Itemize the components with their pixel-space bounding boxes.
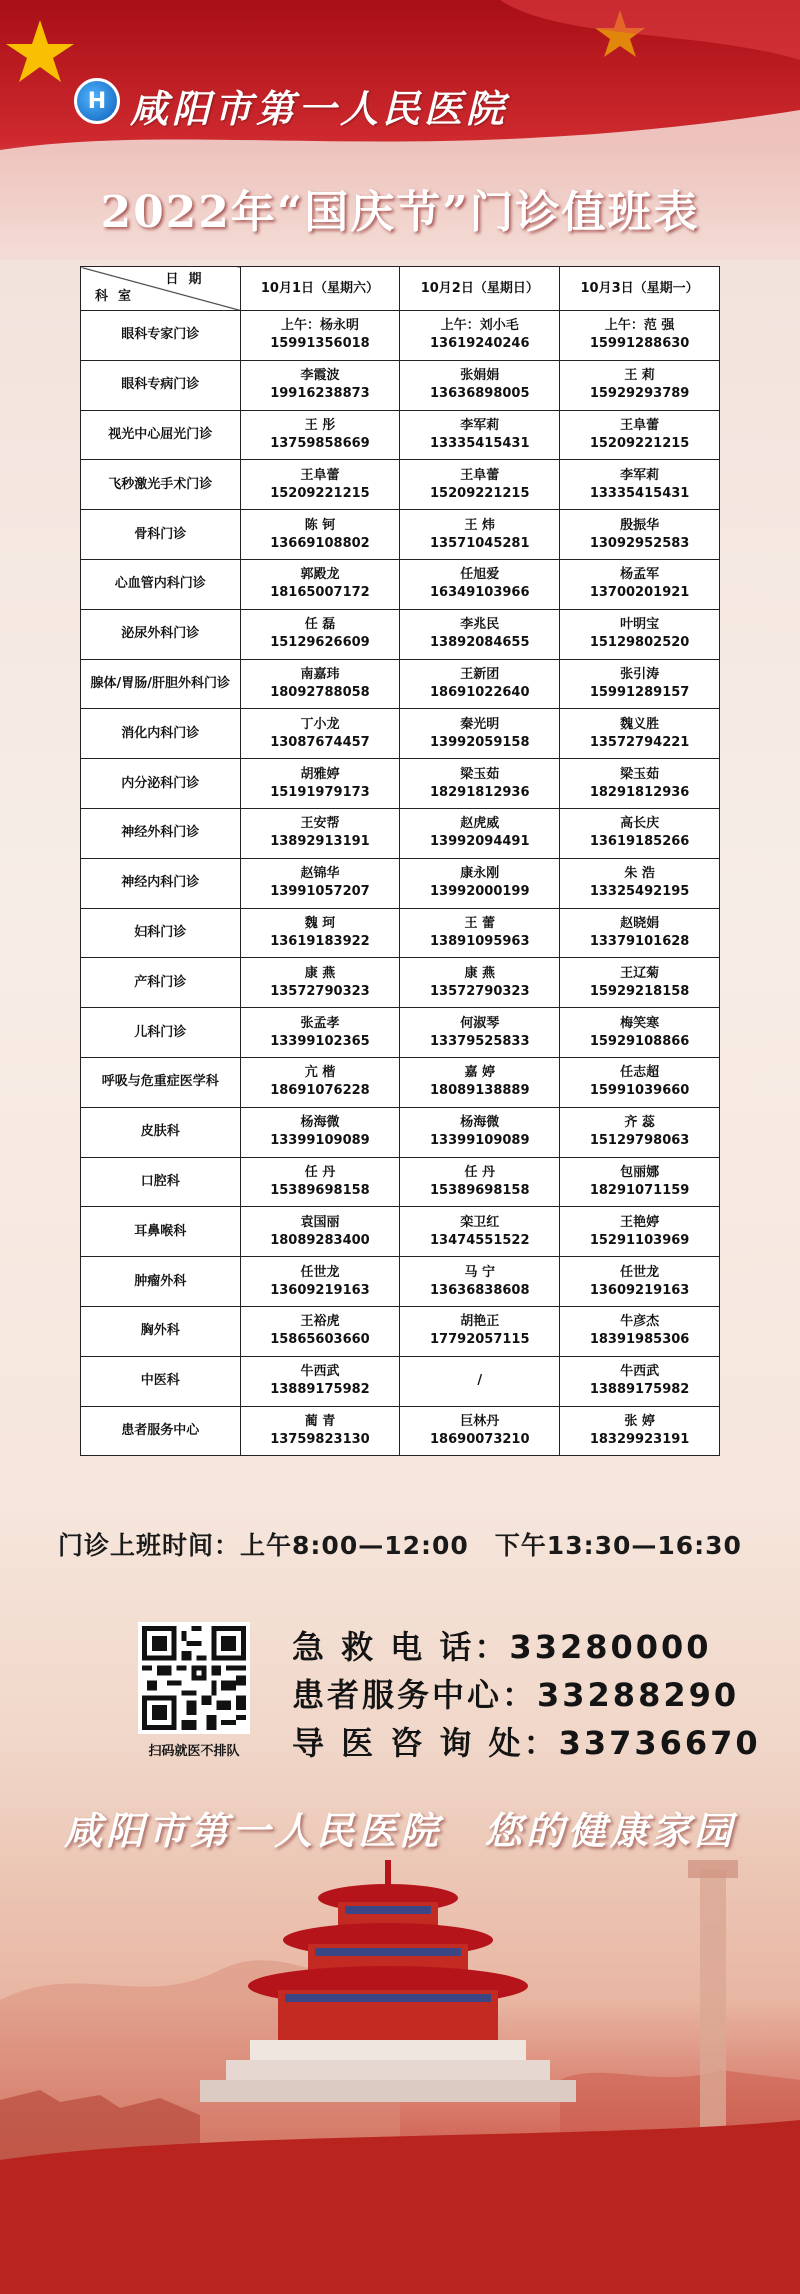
doctor-phone: 18690073210: [430, 1431, 530, 1447]
page-title: 2022年“国庆节”门诊值班表: [100, 187, 700, 238]
duty-cell: [400, 410, 560, 460]
doctor-name: /: [477, 1373, 483, 1389]
doctor-phone: 15929108866: [589, 1033, 690, 1049]
duty-cell: [560, 460, 720, 510]
duty-schedule-table: [80, 266, 720, 1456]
doctor-phone: 13619183922: [270, 933, 370, 949]
doctor-phone: 18329923191: [589, 1431, 690, 1447]
duty-cell: [240, 1257, 400, 1307]
doctor-phone: 17792057115: [430, 1332, 530, 1348]
duty-cell: [240, 709, 400, 759]
day-header-2: 10月2日（星期日）: [400, 267, 560, 311]
table-row: [81, 1057, 720, 1107]
doctor-phone: 13571045281: [430, 535, 530, 551]
table-row: [81, 1207, 720, 1257]
doctor-phone: 18291812936: [589, 784, 690, 800]
doctor-name: 陈 钶: [304, 517, 336, 533]
dept-cell: 耳鼻喉科: [81, 1207, 241, 1257]
duty-cell: [240, 559, 400, 609]
duty-cell: [400, 759, 560, 809]
table-row: [81, 759, 720, 809]
doctor-name: 魏义胜: [620, 716, 660, 732]
table-row: [81, 1008, 720, 1058]
doctor-phone: 13992000199: [430, 884, 530, 900]
doctor-phone: 15991289157: [589, 684, 690, 700]
doctor-name: 王阜蕾: [620, 417, 660, 433]
dept-cell: 内分泌科门诊: [81, 759, 241, 809]
doctor-name: 王阜蕾: [300, 467, 340, 483]
duty-cell: [560, 958, 720, 1008]
doctor-name: 南嘉玮: [300, 666, 340, 682]
doctor-phone: 13889175982: [270, 1382, 370, 1398]
doctor-name: 杨海微: [300, 1115, 340, 1131]
doctor-phone: 15389698158: [270, 1182, 370, 1198]
duty-cell: [560, 808, 720, 858]
day-header-1: 10月1日（星期六）: [240, 267, 400, 311]
doctor-name: 任世龙: [620, 1264, 660, 1280]
table-row: [81, 1356, 720, 1406]
doctor-name: 梁玉茹: [620, 766, 660, 782]
doctor-name: 梁玉茹: [460, 766, 500, 782]
doctor-name: 张孟孝: [300, 1015, 340, 1031]
hospital-name: 咸阳市第一人民医院: [130, 86, 509, 131]
doctor-phone: 15389698158: [430, 1182, 530, 1198]
table-row: [81, 908, 720, 958]
doctor-phone: 18089138889: [430, 1083, 530, 1099]
table-row: [81, 360, 720, 410]
table-row: [81, 858, 720, 908]
doctor-name: 王 蕾: [464, 915, 496, 931]
doctor-name: 胡艳正: [460, 1314, 500, 1330]
doctor-name: 王阜蕾: [460, 467, 500, 483]
doctor-phone: 15991356018: [270, 336, 370, 352]
doctor-name: 李兆民: [460, 617, 500, 633]
duty-cell: [400, 1406, 560, 1456]
duty-cell: [240, 360, 400, 410]
doctor-name: 马 宁: [464, 1264, 496, 1280]
duty-cell: [240, 759, 400, 809]
doctor-phone: 19916238873: [270, 386, 370, 402]
qr-code-icon: [142, 1626, 246, 1730]
duty-cell: [560, 410, 720, 460]
duty-cell: [560, 609, 720, 659]
dept-cell: 视光中心屈光门诊: [81, 410, 241, 460]
dept-cell: 眼科专家门诊: [81, 311, 241, 361]
doctor-name: 上午：刘小毛: [440, 318, 519, 334]
doctor-phone: 13474551522: [430, 1232, 530, 1248]
table-header-row: [81, 267, 720, 311]
duty-cell: [400, 908, 560, 958]
duty-cell: [240, 510, 400, 560]
doctor-phone: 15209221215: [589, 435, 690, 451]
duty-cell: [400, 808, 560, 858]
duty-cell: [560, 1008, 720, 1058]
duty-cell: [400, 659, 560, 709]
doctor-phone: 18691022640: [430, 684, 530, 700]
doctor-phone: 15929293789: [589, 386, 690, 402]
dept-cell: 皮肤科: [81, 1107, 241, 1157]
duty-cell: [240, 1107, 400, 1157]
qr-code[interactable]: [138, 1622, 250, 1734]
duty-cell: [240, 808, 400, 858]
doctor-phone: 13399109089: [430, 1133, 530, 1149]
duty-cell: [240, 609, 400, 659]
doctor-name: 王裕虎: [300, 1314, 340, 1330]
dept-cell: 神经内科门诊: [81, 858, 241, 908]
doctor-name: 何淑琴: [460, 1015, 500, 1031]
doctor-phone: 13609219163: [589, 1282, 690, 1298]
doctor-name: 梅笑寒: [620, 1015, 660, 1031]
doctor-name: 牛西武: [620, 1364, 660, 1380]
duty-cell: [400, 1207, 560, 1257]
dept-cell: 腺体/胃肠/肝胆外科门诊: [81, 659, 241, 709]
doctor-name: 张 婷: [624, 1413, 655, 1429]
logo-glyph: H: [87, 88, 107, 114]
duty-cell: [560, 759, 720, 809]
doctor-phone: 13700201921: [589, 585, 690, 601]
doctor-name: 张娟娟: [460, 368, 500, 384]
doctor-name: 殷振华: [620, 517, 660, 533]
doctor-phone: 13335415431: [430, 435, 530, 451]
duty-cell: [240, 1207, 400, 1257]
doctor-name: 任志超: [620, 1065, 660, 1081]
dept-cell: 肿瘤外科: [81, 1257, 241, 1307]
doctor-phone: 13399102365: [270, 1033, 370, 1049]
doctor-name: 赵晓娟: [620, 915, 660, 931]
doctor-phone: 13891095963: [430, 933, 530, 949]
corner-dept-label: 科室: [95, 289, 142, 304]
dept-cell: 消化内科门诊: [81, 709, 241, 759]
doctor-phone: 16349103966: [430, 585, 530, 601]
doctor-phone: 13889175982: [589, 1382, 690, 1398]
table-row: [81, 958, 720, 1008]
corner-date-label: 日期: [165, 272, 212, 287]
guide-desk-phone: 导 医 咨 询 处：33736670: [292, 1724, 761, 1762]
doctor-phone: 15209221215: [270, 485, 370, 501]
corner-cell: [81, 267, 241, 311]
dept-cell: 泌尿外科门诊: [81, 609, 241, 659]
duty-cell: [400, 1157, 560, 1207]
doctor-phone: 13609219163: [270, 1282, 370, 1298]
table-row: [81, 808, 720, 858]
doctor-phone: 15291103969: [589, 1232, 690, 1248]
duty-cell: [240, 659, 400, 709]
duty-cell: [560, 709, 720, 759]
doctor-name: 康永刚: [460, 866, 500, 882]
doctor-name: 郭殿龙: [300, 567, 340, 583]
doctor-phone: 18165007172: [270, 585, 370, 601]
doctor-name: 栾卫红: [460, 1214, 500, 1230]
doctor-phone: 18691076228: [270, 1083, 370, 1099]
doctor-name: 亢 楷: [304, 1065, 336, 1081]
doctor-phone: 15129626609: [270, 635, 370, 651]
doctor-phone: 18391985306: [589, 1332, 690, 1348]
doctor-phone: 18291812936: [430, 784, 530, 800]
doctor-phone: 13992094491: [430, 834, 530, 850]
doctor-phone: 13619185266: [589, 834, 690, 850]
doctor-name: 蔺 青: [304, 1413, 336, 1429]
table-row: [81, 1406, 720, 1456]
duty-cell: [560, 1057, 720, 1107]
dept-cell: 眼科专病门诊: [81, 360, 241, 410]
doctor-name: 王艳婷: [620, 1214, 660, 1230]
duty-cell: [240, 311, 400, 361]
doctor-name: 上午：范 强: [604, 318, 675, 334]
doctor-phone: 15929218158: [589, 983, 690, 999]
doctor-name: 叶明宝: [620, 617, 660, 633]
doctor-name: 任旭爱: [460, 567, 500, 583]
doctor-name: 王 炜: [464, 517, 496, 533]
doctor-phone: 13087674457: [270, 734, 370, 750]
table-row: [81, 410, 720, 460]
duty-cell: [400, 858, 560, 908]
doctor-name: 王 莉: [624, 368, 655, 384]
doctor-phone: 13572790323: [270, 983, 370, 999]
dept-cell: 儿科门诊: [81, 1008, 241, 1058]
doctor-phone: 18089283400: [270, 1232, 370, 1248]
duty-cell: [240, 858, 400, 908]
dept-cell: 神经外科门诊: [81, 808, 241, 858]
duty-cell: [400, 1008, 560, 1058]
duty-cell: [400, 958, 560, 1008]
doctor-phone: 13991057207: [270, 884, 370, 900]
doctor-name: 康 燕: [464, 965, 496, 981]
patient-service-phone: 患者服务中心：33288290: [292, 1676, 740, 1714]
doctor-phone: 15865603660: [270, 1332, 370, 1348]
doctor-phone: 13379101628: [589, 933, 690, 949]
duty-cell: [560, 1257, 720, 1307]
doctor-name: 胡雅婷: [300, 766, 340, 782]
doctor-phone: 13636898005: [430, 386, 530, 402]
doctor-phone: 13572790323: [430, 983, 530, 999]
table-row: [81, 510, 720, 560]
table-row: [81, 311, 720, 361]
doctor-phone: 15991039660: [589, 1083, 690, 1099]
duty-cell: [560, 858, 720, 908]
duty-cell: [400, 1057, 560, 1107]
duty-cell: [240, 460, 400, 510]
dept-cell: 妇科门诊: [81, 908, 241, 958]
doctor-name: 赵锦华: [300, 866, 340, 882]
table-row: [81, 659, 720, 709]
doctor-name: 王辽菊: [620, 965, 660, 981]
duty-cell: [240, 1406, 400, 1456]
duty-cell: [400, 360, 560, 410]
doctor-name: 张引涛: [620, 666, 660, 682]
doctor-name: 王新团: [460, 666, 500, 682]
doctor-name: 李军莉: [460, 417, 500, 433]
doctor-phone: 13325492195: [589, 884, 690, 900]
duty-cell: [240, 1306, 400, 1356]
duty-cell: [560, 1306, 720, 1356]
doctor-phone: 13992059158: [430, 734, 530, 750]
duty-cell: [240, 1057, 400, 1107]
duty-cell: [560, 559, 720, 609]
doctor-phone: 13759858669: [270, 435, 370, 451]
duty-cell: [400, 609, 560, 659]
dept-cell: 骨科门诊: [81, 510, 241, 560]
doctor-name: 魏 珂: [304, 915, 336, 931]
table-row: [81, 559, 720, 609]
duty-cell: [240, 410, 400, 460]
duty-cell: [400, 1107, 560, 1157]
duty-cell: [240, 908, 400, 958]
table-row: [81, 1107, 720, 1157]
doctor-phone: 13399109089: [270, 1133, 370, 1149]
doctor-name: 牛彦杰: [620, 1314, 660, 1330]
doctor-phone: 13379525833: [430, 1033, 530, 1049]
qr-caption: 扫码就医不排队: [148, 1744, 240, 1759]
dept-cell: 胸外科: [81, 1306, 241, 1356]
schedule-body: [81, 311, 720, 1456]
dept-cell: 中医科: [81, 1356, 241, 1406]
doctor-phone: 13335415431: [589, 485, 690, 501]
doctor-name: 王 彤: [304, 417, 336, 433]
doctor-phone: 18291071159: [589, 1182, 690, 1198]
duty-cell: [400, 311, 560, 361]
doctor-name: 嘉 婷: [464, 1065, 496, 1081]
dept-cell: 口腔科: [81, 1157, 241, 1207]
slogan: 咸阳市第一人民医院 您的健康家园: [63, 1808, 736, 1853]
table-row: [81, 609, 720, 659]
table-row: [81, 1306, 720, 1356]
dept-cell: 产科门诊: [81, 958, 241, 1008]
table-row: [81, 709, 720, 759]
duty-cell: [400, 1356, 560, 1406]
doctor-name: 齐 蕊: [624, 1115, 655, 1131]
doctor-name: 赵虎威: [460, 816, 500, 832]
doctor-name: 袁国丽: [300, 1214, 340, 1230]
table-row: [81, 460, 720, 510]
doctor-phone: 18092788058: [270, 684, 370, 700]
doctor-name: 上午：杨永明: [280, 318, 359, 334]
doctor-phone: 13092952583: [589, 535, 690, 551]
page-header: [0, 0, 800, 260]
doctor-name: 李霞波: [300, 368, 340, 384]
duty-cell: [240, 958, 400, 1008]
doctor-name: 包丽娜: [620, 1164, 660, 1180]
duty-cell: [560, 1356, 720, 1406]
duty-cell: [400, 709, 560, 759]
duty-cell: [400, 559, 560, 609]
doctor-phone: 13572794221: [589, 734, 690, 750]
doctor-phone: 13669108802: [270, 535, 370, 551]
duty-cell: [560, 1207, 720, 1257]
doctor-phone: 15991288630: [589, 336, 690, 352]
dept-cell: 呼吸与危重症医学科: [81, 1057, 241, 1107]
doctor-phone: 13636838608: [430, 1282, 530, 1298]
doctor-name: 丁小龙: [300, 716, 340, 732]
doctor-phone: 15209221215: [430, 485, 530, 501]
duty-cell: [560, 1157, 720, 1207]
doctor-name: 任 丹: [464, 1164, 496, 1180]
duty-cell: [560, 1107, 720, 1157]
duty-cell: [560, 311, 720, 361]
duty-cell: [400, 510, 560, 560]
doctor-phone: 13892913191: [270, 834, 370, 850]
emergency-phone: 急 救 电 话：33280000: [292, 1628, 712, 1666]
table-row: [81, 1157, 720, 1207]
clinic-hours: 门诊上班时间：上午8:00—12:00 下午13:30—16:30: [58, 1531, 742, 1560]
doctor-name: 巨林丹: [460, 1413, 500, 1429]
doctor-name: 任 磊: [304, 617, 336, 633]
doctor-phone: 15129802520: [589, 635, 690, 651]
doctor-name: 杨孟军: [620, 567, 660, 583]
day-header-3: 10月3日（星期一）: [560, 267, 720, 311]
doctor-name: 高长庆: [620, 816, 660, 832]
duty-cell: [400, 1306, 560, 1356]
duty-cell: [560, 360, 720, 410]
duty-cell: [560, 1406, 720, 1456]
doctor-name: 秦光明: [460, 716, 500, 732]
dept-cell: 飞秒激光手术门诊: [81, 460, 241, 510]
doctor-phone: 13759823130: [270, 1431, 370, 1447]
doctor-name: 任 丹: [304, 1164, 336, 1180]
hospital-logo: [74, 78, 120, 124]
duty-cell: [240, 1157, 400, 1207]
duty-cell: [400, 460, 560, 510]
duty-cell: [240, 1356, 400, 1406]
doctor-phone: 13619240246: [430, 336, 530, 352]
duty-cell: [240, 1008, 400, 1058]
duty-cell: [400, 1257, 560, 1307]
doctor-phone: 15129798063: [589, 1133, 690, 1149]
duty-cell: [560, 510, 720, 560]
doctor-name: 任世龙: [300, 1264, 340, 1280]
dept-cell: 患者服务中心: [81, 1406, 241, 1456]
doctor-name: 牛西武: [300, 1364, 340, 1380]
dept-cell: 心血管内科门诊: [81, 559, 241, 609]
doctor-name: 杨海微: [460, 1115, 500, 1131]
doctor-phone: 15191979173: [270, 784, 370, 800]
duty-cell: [560, 659, 720, 709]
doctor-name: 朱 浩: [624, 866, 655, 882]
temple-of-heaven-illustration: [0, 1840, 800, 2294]
doctor-name: 李军莉: [620, 467, 660, 483]
doctor-phone: 13892084655: [430, 635, 530, 651]
doctor-name: 康 燕: [304, 965, 336, 981]
duty-cell: [560, 908, 720, 958]
table-row: [81, 1257, 720, 1307]
doctor-name: 王安帮: [300, 816, 340, 832]
